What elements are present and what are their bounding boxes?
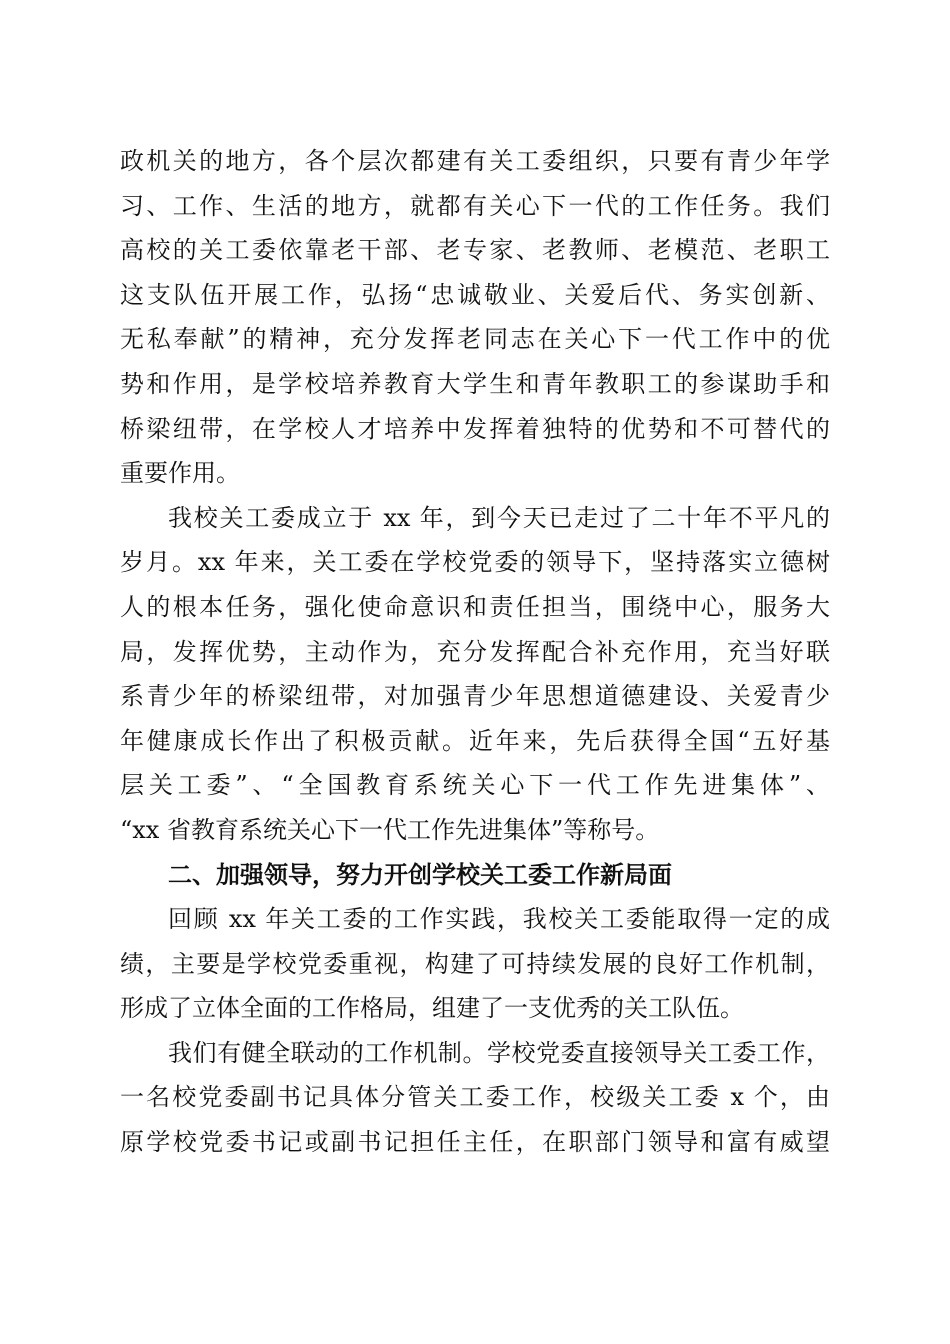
- text-line: 绩，主要是学校党委重视，构建了可持续发展的良好工作机制，: [120, 949, 830, 978]
- text-line: 年健康成长作出了积极贡献。近年来，先后获得全国“五好基: [120, 726, 830, 755]
- text-line: 这支队伍开展工作，弘扬“忠诚敬业、关爱后代、务实创新、: [120, 280, 830, 309]
- text-line: 习、工作、生活的地方，就都有关心下一代的工作任务。我们: [120, 191, 830, 220]
- text-line: 势和作用，是学校培养教育大学生和青年教职工的参谋助手和: [120, 369, 830, 398]
- document-body: [120, 139, 830, 1165]
- text-line: 我们有健全联动的工作机制。学校党委直接领导关工委工作，: [168, 1038, 830, 1067]
- text-line: 重要作用。: [120, 459, 240, 488]
- paragraph-mission: [120, 139, 830, 496]
- paragraph-mechanism: [120, 1031, 830, 1165]
- text-line: 原学校党委书记或副书记担任主任，在职部门领导和富有威望: [120, 1128, 830, 1157]
- section-heading: [120, 853, 830, 898]
- text-line: “xx 省教育系统关心下一代工作先进集体”等称号。: [120, 815, 660, 844]
- text-line: 一名校党委副书记具体分管关工委工作，校级关工委 x 个，由: [120, 1083, 830, 1112]
- text-line: 我校关工委成立于 xx 年，到今天已走过了二十年不平凡的: [168, 503, 830, 532]
- text-line: 政机关的地方，各个层次都建有关工委组织，只要有青少年学: [120, 147, 830, 175]
- text-line: 人的根本任务，强化使命意识和责任担当，围绕中心，服务大: [120, 592, 830, 621]
- text-line: 无私奉献”的精神，充分发挥老同志在关心下一代工作中的优: [120, 325, 830, 354]
- text-line: 岁月。xx 年来，关工委在学校党委的领导下，坚持落实立德树: [120, 548, 830, 577]
- text-line: 系青少年的桥梁纽带，对加强青少年思想道德建设、关爱青少: [120, 682, 830, 711]
- section-heading-text: 二、加强领导，努力开创学校关工委工作新局面: [168, 860, 672, 889]
- text-line: 形成了立体全面的工作格局，组建了一支优秀的关工队伍。: [120, 994, 744, 1023]
- paragraph-history: [120, 496, 830, 853]
- text-line: 桥梁纽带，在学校人才培养中发挥着独特的优势和不可替代的: [120, 414, 830, 443]
- text-line: 局，发挥优势，主动作为，充分发挥配合补充作用，充当好联: [120, 637, 830, 666]
- text-line: 高校的关工委依靠老干部、老专家、老教师、老模范、老职工: [120, 236, 830, 265]
- text-line: 层关工委”、“全国教育系统关心下一代工作先进集体”、: [120, 771, 830, 800]
- text-line: 回顾 xx 年关工委的工作实践，我校关工委能取得一定的成: [168, 905, 830, 934]
- paragraph-review: [120, 897, 830, 1031]
